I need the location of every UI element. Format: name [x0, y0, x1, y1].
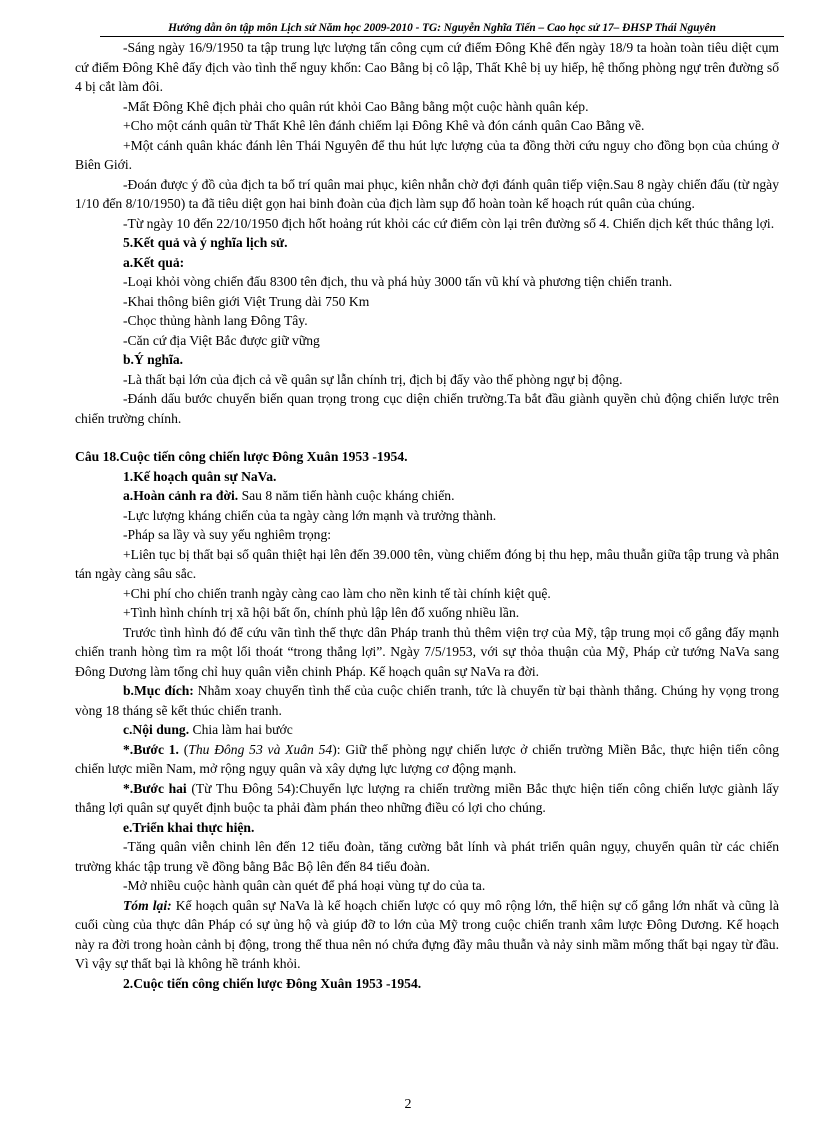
- label: *.Bước 1.: [123, 741, 179, 757]
- text: Kế hoạch quân sự NaVa là kế hoạch chiến lược có quy mô rộng lớn, thể hiện sự cố gắng lớn nhất và cũng là cuối cùng của thực dân Pháp có sự ủng hộ và giúp đỡ to lớn của Mỹ trong cuộc chiến tranh xâm lược Đông Dương. Kế hoạch này ra đời trong hoàn cảnh bị động, trong thế thua nên nó chứa đựng đầy mâu thuẫn và nảy sinh mầm mống thất bại ngay từ đầu. Vì vậy sự thất bại là không hề tránh khỏi.: [75, 897, 779, 971]
- document-body: [75, 38, 779, 993]
- text: (Từ Thu Đông 54):Chuyển lực lượng ra chiến trường miền Bắc thực hiện tiến công chiến lược giành lấy thắng lợi quân sự quyết định buộc ta phải đàm phán theo những điều có lợi cho chúng.: [75, 780, 780, 815]
- paragraph: -Từ ngày 10 đến 22/10/1950 địch hốt hoảng rút khỏi các cứ điểm còn lại trên đường số 4. Chiến dịch kết thúc thắng lợi.: [123, 215, 775, 231]
- paragraph: [75, 720, 779, 740]
- paragraph: -Đoán được ý đồ của địch ta bố trí quân mai phục, kiên nhẫn chờ đợi đánh quân tiếp viện.Sau 8 ngày chiến đấu (từ ngày 1/10 đến 8/10/1950) ta đã tiêu diệt gọn hai binh đoàn của địch làm sụp đổ hoàn toàn kế hoạch rút quân của chúng.: [75, 176, 779, 211]
- list-item: -Là thất bại lớn của địch cả về quân sự lẫn chính trị, địch bị đẩy vào thế phòng ngự bị động.: [123, 371, 623, 387]
- list-item: -Chọc thủng hành lang Đông Tây.: [123, 313, 308, 328]
- header-rule: [100, 36, 784, 37]
- paragraph: Trước tình hình đó để cứu vãn tình thế thực dân Pháp tranh thủ thêm viện trợ của Mỹ, tập trung mọi cố gắng đẩy mạnh chiến tranh hòng tìm ra một lối thoát “trong thắng lợi”. Ngày 7/5/1953, với sự thỏa thuận của Mỹ, Pháp cử tướng NaVa sang Đông Dương làm tổng chỉ huy quân viễn chinh Pháp. Kế hoạch quân sự NaVa ra đời.: [75, 624, 779, 679]
- text: Thu Đông 53 và Xuân 54: [188, 741, 333, 757]
- paragraph: [75, 896, 779, 974]
- text: Sau 8 năm tiến hành cuộc kháng chiến.: [238, 488, 455, 503]
- page-header: Hướng dẫn ôn tập môn Lịch sử Năm học 2009-2010 - TG: Nguyễn Nghĩa Tiến – Cao học sử 17– ĐHSP Thái Nguyên: [168, 22, 716, 34]
- label: a.Hoàn cảnh ra đời.: [123, 488, 239, 503]
- label: *.Bước hai: [123, 780, 187, 796]
- list-item: -Loại khỏi vòng chiến đấu 8300 tên địch, thu và phá hủy 3000 tấn vũ khí và phương tiện chiến tranh.: [123, 274, 673, 289]
- list-item: -Đánh dấu bước chuyển biến quan trọng trong cục diện chiến trường.Ta bắt đầu giành quyền chủ động chiến lược trên chiến trường chính.: [75, 391, 779, 426]
- text: Nhằm xoay chuyển tình thế của cuộc chiến tranh, tức là chuyển từ bại thành thắng. Chúng hy vọng trong vòng 18 tháng sẽ kết thúc chiến tranh.: [75, 683, 779, 718]
- subsection-heading: a.Kết quả:: [123, 254, 185, 270]
- page-number: 2: [404, 1097, 412, 1112]
- paragraph: [75, 486, 779, 506]
- paragraph: +Một cánh quân khác đánh lên Thái Nguyên để thu hút lực lượng của ta đồng thời cứu nguy cho đồng bọn của chúng ở Biên Giới.: [75, 137, 779, 172]
- subsection-heading: e.Triển khai thực hiện.: [123, 819, 255, 835]
- label: b.Mục đích:: [123, 683, 194, 698]
- paragraph: -Mất Đông Khê địch phải cho quân rút khỏi Cao Bằng bằng một cuộc hành quân kép.: [123, 98, 589, 114]
- list-item: -Mở nhiều cuộc hành quân càn quét để phá hoại vùng tự do của ta.: [123, 878, 486, 893]
- paragraph: [75, 779, 779, 818]
- section-heading: 2.Cuộc tiến công chiến lược Đông Xuân 1953 -1954.: [123, 975, 422, 991]
- spacer: [75, 428, 779, 447]
- list-item: -Khai thông biên giới Việt Trung dài 750 Km: [123, 293, 370, 309]
- section-heading: 5.Kết quả và ý nghĩa lịch sử.: [123, 235, 288, 250]
- label: Tóm lại:: [123, 897, 172, 913]
- list-item: +Liên tục bị thất bại số quân thiệt hại lên đến 39.000 tên, vùng chiếm đóng bị thu hẹp, mâu thuẫn giữa tập trung và phân tán ngày càng sâu sắc.: [75, 546, 779, 581]
- list-item: -Tăng quân viễn chinh lên đến 12 tiểu đoàn, tăng cường bắt lính và phát triển quân ngụy, chuyển quân từ các chiến trường khác tập trung về đồng bằng Bắc Bộ lên đến 84 tiểu đoàn.: [75, 839, 779, 874]
- paragraph: [75, 740, 779, 779]
- label: c.Nội dung.: [123, 722, 190, 737]
- list-item: +Tình hình chính trị xã hội bất ổn, chính phủ lập lên đổ xuống nhiều lần.: [123, 605, 520, 620]
- subsection-heading: b.Ý nghĩa.: [123, 352, 184, 367]
- list-item: +Chi phí cho chiến tranh ngày càng cao làm cho nền kinh tế tài chính kiệt quệ.: [123, 585, 551, 601]
- paragraph: +Cho một cánh quân từ Thất Khê lên đánh chiếm lại Đông Khê và đón cánh quân Cao Bằng về.: [123, 118, 645, 133]
- paragraph: -Sáng ngày 16/9/1950 ta tập trung lực lượng tấn công cụm cứ điểm Đông Khê đến ngày 18/9 ta hoàn toàn tiêu diệt cụm cứ điểm Đông Khê đẩy địch vào tình thế nguy khốn: Cao Bằng bị cô lập, Thất Khê bị uy hiếp, hệ thống phòng ngự trên đường số 4 bị cắt làm đôi.: [75, 40, 779, 94]
- paragraph: [75, 681, 779, 720]
- list-item: -Lực lượng kháng chiến của ta ngày càng lớn mạnh và trưởng thành.: [123, 507, 497, 523]
- list-item: -Pháp sa lầy và suy yếu nghiêm trọng:: [123, 527, 332, 542]
- text: ): Giữ thế phòng ngự chiến lược ở chiến trường Miền Bắc, thực hiện tiến công chiến lược miền Nam, mở rộng ngụy quân và xây dựng lực lượng cơ động mạnh.: [75, 741, 779, 776]
- list-item: -Căn cứ địa Việt Bắc được giữ vững: [123, 332, 320, 348]
- question-title: Câu 18.Cuộc tiến công chiến lược Đông Xuân 1953 -1954.: [75, 449, 408, 464]
- section-heading: 1.Kế hoạch quân sự NaVa.: [123, 468, 277, 484]
- text: (: [178, 741, 189, 757]
- text: Chia làm hai bước: [189, 722, 293, 737]
